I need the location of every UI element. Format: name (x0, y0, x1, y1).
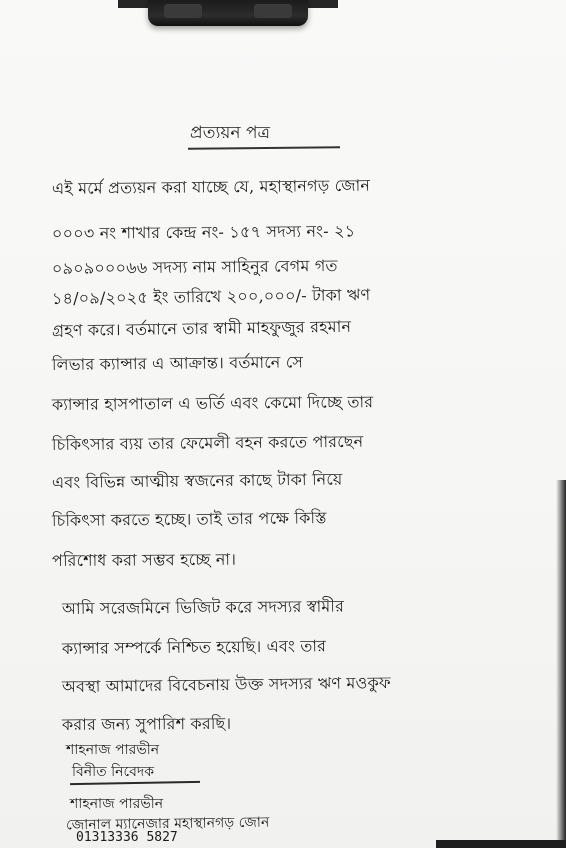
body-line-8: চিকিৎসার ব্যয় তার ফেমেলী বহন করতে পারছেন (51, 431, 364, 454)
page-edge-shadow (556, 480, 566, 848)
body-line-6: লিভার ক্যান্সার এ আক্রান্ত। বর্তমানে সে (51, 352, 304, 374)
body-line-3: ০৯০৯০০০৬৬ সদস্য নাম সাহিনুর বেগম গত (51, 256, 338, 278)
body-line-5: গ্রহণ করে। বর্তমানে তার স্বামী মাহফুজুর রহমান (51, 316, 352, 340)
signature-role: জোনাল ম্যানেজার মহাস্থানগড় জোন (65, 814, 270, 834)
signature-closing: বিনীত নিবেদক (72, 764, 155, 780)
body-line-12: আমি সরেজমিনে ভিজিট করে সদস্যর স্বামীর (61, 596, 345, 618)
document-title: প্রত্যয়ন পত্র (190, 123, 270, 143)
body-line-2: ০০০৩ নং শাখার কেন্দ্র নং- ১৫৭ সদস্য নং- ২১ (51, 221, 356, 243)
body-line-10: চিকিৎসা করতে হচ্ছে। তাই তার পক্ষে কিস্তি (51, 508, 327, 530)
body-line-1: এই মর্মে প্রত্যয়ন করা যাচ্ছে যে, মহাস্থানগড় জোন (51, 175, 371, 198)
body-line-13: ক্যান্সার সম্পর্কে নিশ্চিত হয়েছি। এবং তার (61, 636, 327, 658)
signature-phone: 01313336 5827 (76, 830, 178, 845)
signature-name-1: শাহনাজ পারভীন (66, 742, 160, 758)
body-line-9: এবং বিভিন্ন আত্মীয় স্বজনের কাছে টাকা নিয়ে (51, 469, 343, 492)
body-line-4: ১৪/০৯/২০২৫ ইং তারিখে ২০০,০০০/- টাকা ঋণ (51, 285, 371, 308)
clipboard-clip (148, 0, 308, 26)
body-line-11: পরিশোধ করা সম্ভব হচ্ছে না। (51, 549, 237, 570)
signature-name-2: শাহনাজ পারভীন (70, 796, 164, 812)
body-line-15: করার জন্য সুপারিশ করছি। (61, 713, 232, 734)
body-line-14: অবস্থা আমাদের বিবেচনায় উক্ত সদস্যর ঋণ মওকুফ (61, 672, 391, 696)
body-line-7: ক্যান্সার হাসপাতাল এ ভর্তি এবং কেমো দিচ্ছে তার (51, 392, 374, 414)
page-corner-shadow (436, 840, 566, 848)
